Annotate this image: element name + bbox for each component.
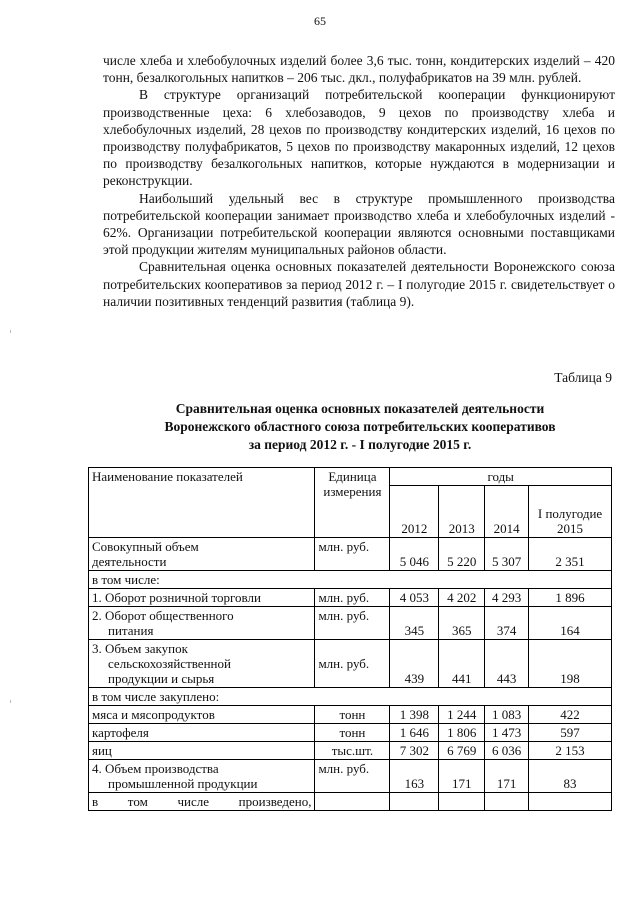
row-value: 171 — [439, 760, 485, 793]
row-value: 7 302 — [390, 742, 439, 760]
header-year: 2013 — [439, 486, 485, 538]
table-header-row — [89, 468, 612, 486]
header-year: 2014 — [485, 486, 529, 538]
row-value: 374 — [485, 607, 529, 640]
table-section-row — [89, 571, 612, 589]
row-value: 164 — [529, 607, 612, 640]
row-value: 2 351 — [529, 538, 612, 571]
header-year: I полугодие 2015 — [529, 486, 612, 538]
row-label: 2. Оборот общественного питания — [89, 607, 315, 640]
paragraph: Наибольший удельный вес в структуре промышленного производства потребительской кооперации занимает производство хлеба и хлебобулочных изделий - 62%. Организации потребительской кооперации являются основными поставщиками этой продукции жителям муниципальных районов области. — [103, 190, 615, 258]
row-value — [485, 793, 529, 811]
row-value — [390, 793, 439, 811]
row-unit: млн. руб. — [315, 589, 390, 607]
row-label: Совокупный объем деятельности — [89, 538, 315, 571]
row-value: 1 244 — [439, 706, 485, 724]
row-label: мяса и мясопродуктов — [89, 706, 315, 724]
row-value: 6 036 — [485, 742, 529, 760]
row-unit: тыс.шт. — [315, 742, 390, 760]
row-value: 171 — [485, 760, 529, 793]
paragraph: Сравнительная оценка основных показателей деятельности Воронежского союза потребительских кооперативов за период 2012 г. – I полугодие 2015 г. свидетельствует о наличии позитивных тенденций развития (таблица 9). — [103, 259, 615, 309]
row-value: 1 896 — [529, 589, 612, 607]
scan-mark — [10, 330, 11, 333]
body-text — [103, 52, 615, 310]
row-label: яиц — [89, 742, 315, 760]
row-value: 5 220 — [439, 538, 485, 571]
row-value: 1 398 — [390, 706, 439, 724]
table-caption: Таблица 9 — [554, 370, 612, 385]
row-unit — [315, 793, 390, 811]
row-value: 6 769 — [439, 742, 485, 760]
row-value: 1 646 — [390, 724, 439, 742]
section-label: в том числе: — [89, 571, 612, 589]
row-label: 3. Объем закупок сельскохозяйственной продукции и сырья — [89, 640, 315, 688]
row-value: 163 — [390, 760, 439, 793]
paragraph: числе хлеба и хлебобулочных изделий более 3,6 тыс. тонн, кондитерских изделий – 420 тонн, безалкогольных напитков – 206 тыс. дкл., полуфабрикатов на 39 млн. рублей. — [103, 53, 615, 86]
table-title — [100, 400, 620, 454]
row-value — [529, 793, 612, 811]
table-title-line: за период 2012 г. - I полугодие 2015 г. — [248, 437, 472, 452]
row-value: 1 083 — [485, 706, 529, 724]
row-value: 365 — [439, 607, 485, 640]
row-label: 1. Оборот розничной торговли — [89, 589, 315, 607]
row-unit: тонн — [315, 706, 390, 724]
table-title-line: Воронежского областного союза потребительских кооперативов — [164, 419, 556, 434]
row-value: 83 — [529, 760, 612, 793]
row-unit: тонн — [315, 724, 390, 742]
row-value: 5 046 — [390, 538, 439, 571]
row-value: 4 202 — [439, 589, 485, 607]
row-value: 443 — [485, 640, 529, 688]
table-row — [89, 760, 612, 793]
row-value: 1 806 — [439, 724, 485, 742]
table-row — [89, 742, 612, 760]
row-value: 439 — [390, 640, 439, 688]
row-value: 345 — [390, 607, 439, 640]
row-value: 4 293 — [485, 589, 529, 607]
table-section-row — [89, 688, 612, 706]
table-row — [89, 640, 612, 688]
page-number: 65 — [314, 14, 326, 28]
row-value: 5 307 — [485, 538, 529, 571]
row-unit: млн. руб. — [315, 538, 390, 571]
table-row — [89, 538, 612, 571]
table-row — [89, 724, 612, 742]
row-value: 198 — [529, 640, 612, 688]
table-row — [89, 607, 612, 640]
table-title-line: Сравнительная оценка основных показателей деятельности — [175, 401, 545, 416]
row-value: 4 053 — [390, 589, 439, 607]
header-years-group: годы — [390, 468, 612, 486]
row-value — [439, 793, 485, 811]
row-unit: млн. руб. — [315, 607, 390, 640]
row-label: картофеля — [89, 724, 315, 742]
row-label: в том числе произведено, — [89, 793, 315, 811]
header-unit: Единица измерения — [315, 468, 390, 538]
table-row — [89, 793, 612, 811]
row-unit: млн. руб. — [315, 640, 390, 688]
row-value: 2 153 — [529, 742, 612, 760]
row-value: 422 — [529, 706, 612, 724]
row-value: 441 — [439, 640, 485, 688]
row-value: 597 — [529, 724, 612, 742]
header-year: 2012 — [390, 486, 439, 538]
paragraph: В структуре организаций потребительской кооперации функционируют производственные цеха: 6 хлебозаводов, 9 цехов по производству хлеба и хлебобулочных изделий, 28 цехов по производству кондитерских изделий, 16 цехов по производству полуфабрикатов, 5 цехов по производству макаронных изделий, 12 цехов по производству безалкогольных напитков, которые нуждаются в модернизации и реконструкции. — [103, 87, 615, 189]
row-unit: млн. руб. — [315, 760, 390, 793]
row-value: 1 473 — [485, 724, 529, 742]
header-name: Наименование показателей — [89, 468, 315, 538]
row-label: 4. Объем производства промышленной продукции — [89, 760, 315, 793]
scan-mark — [10, 700, 11, 703]
section-label: в том числе закуплено: — [89, 688, 612, 706]
indicators-table — [88, 467, 612, 811]
table-row — [89, 706, 612, 724]
table-row — [89, 589, 612, 607]
